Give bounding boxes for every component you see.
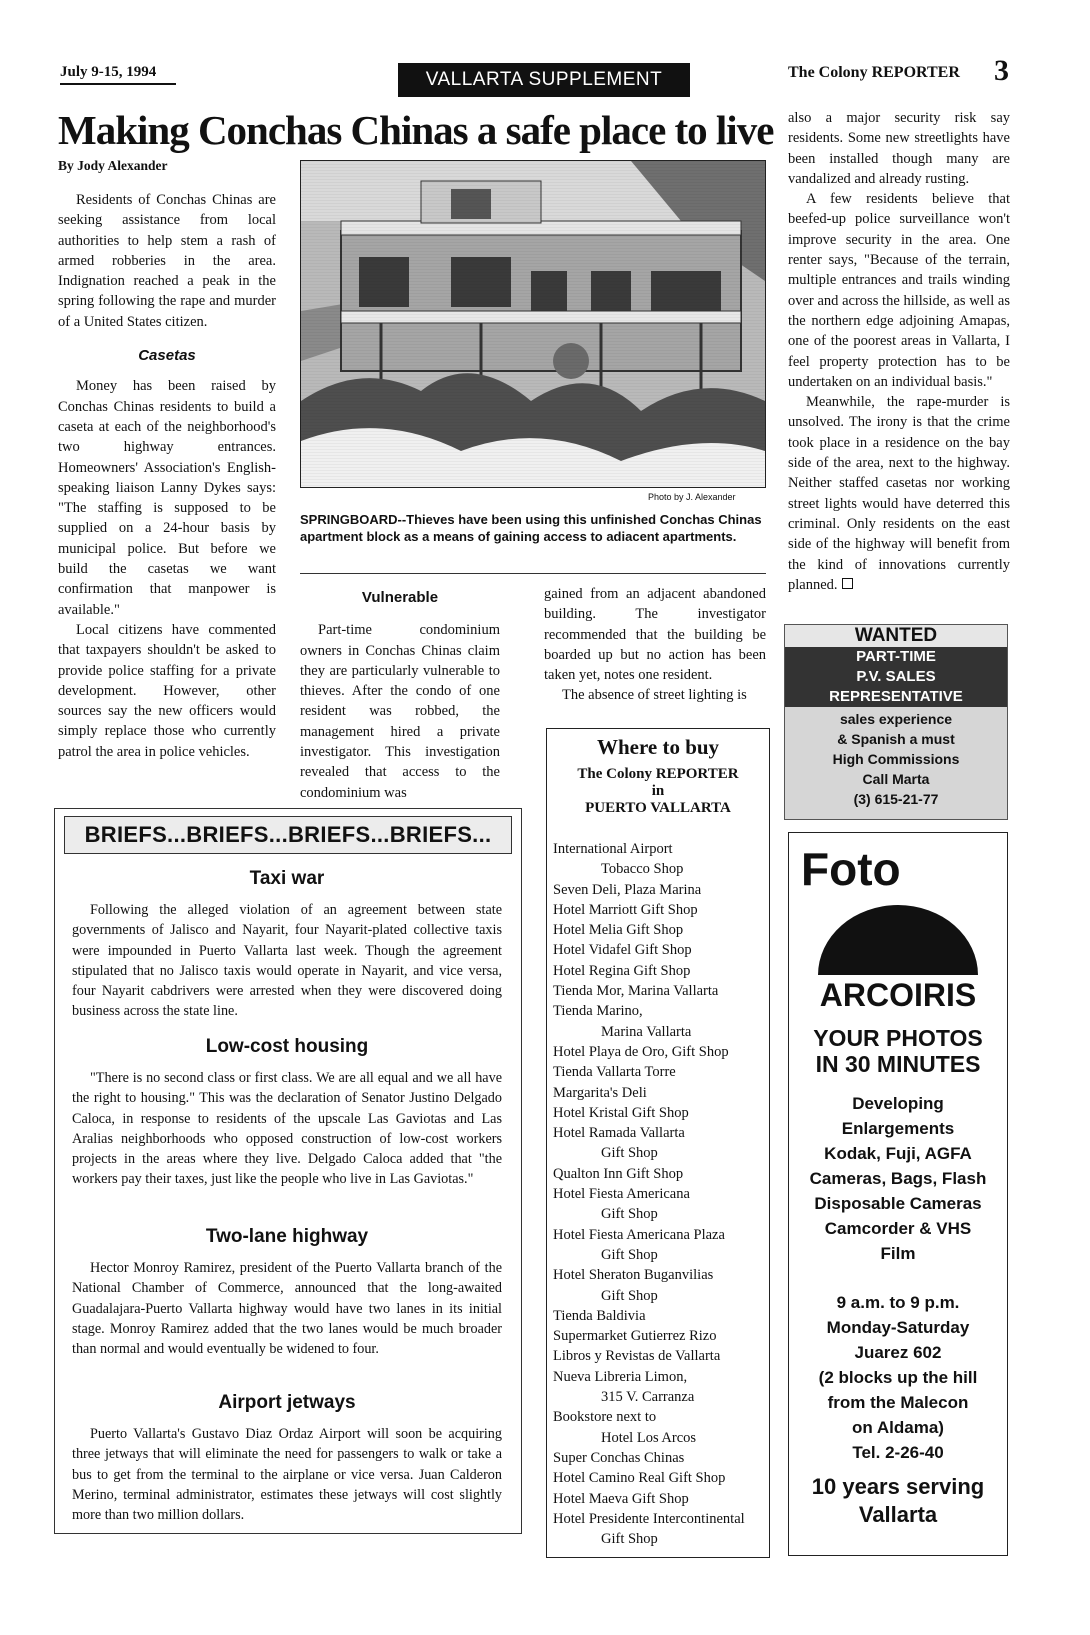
article-column-4	[788, 108, 1010, 595]
list-item: Gift Shop	[601, 1206, 658, 1223]
wanted-ad	[784, 624, 1008, 820]
list-item: Gift Shop	[601, 1287, 658, 1304]
list-item: Tobacco Shop	[601, 861, 684, 878]
article-paragraph-text: Meanwhile, the rape-murder is unsolved. The irony is that the crime took place in a residence on the bay side of the area, next to the highway. Neither staffed casetas nor working street lights would have deterred this criminal. Only residents on the east side of the highway will benefit from the kind of innovations currently planned.	[788, 394, 1010, 593]
ad-service: Kodak, Fuji, AGFA	[824, 1144, 972, 1163]
list-item: International Airport	[553, 841, 673, 857]
list-item: Supermarket Gutierrez Rizo	[553, 1328, 717, 1345]
brief-paragraph: Following the alleged violation of an agreement between state governments of Jalisco and Nayarit, four Nayarit-plated collective taxis were impounded in Puerto Vallarta last week. Though the agreement stipulated that no Jalisco taxis would operate in Nayarit, and vice versa, four Nayarit cabdrivers were arrested when they were discovered doing business across the state line.	[72, 902, 502, 1020]
brief-heading: Low-cost housing	[205, 1036, 369, 1057]
brief-paragraph: "There is no second class or first class. We are all equal and we all have the right to housing." This was the declaration of Senator Justino Delgado Caloca, in response to residents of the upscale Las Gaviotas and Las Aralias neighborhoods who opposed construction of low-cost workers projects in the areas where they live. Delgado Caloca added that "the workers pay their taxes, just like the people who live in Las Gaviotas."	[72, 1070, 502, 1188]
wanted-phone: (3) 615-21-77	[853, 791, 939, 807]
article-intro: Residents of Conchas Chinas are seeking assistance from local authorities to help stem a rash of armed robberies in the area. Indignation reached a peak in the spring following the rape and murder of a United States citizen.	[58, 192, 276, 330]
ad-brand: ARCOIRIS	[819, 977, 977, 1013]
subhead-vulnerable: Vulnerable	[361, 589, 439, 606]
article-column-1	[58, 190, 276, 762]
ad-directions: on Aldama)	[852, 1418, 944, 1437]
list-item: 315 V. Carranza	[601, 1389, 695, 1406]
list-item: Margarita's Deli	[553, 1084, 647, 1101]
issue-date: July 9-15, 1994	[60, 64, 176, 85]
list-item: Hotel Maeva Gift Shop	[553, 1490, 689, 1507]
ad-directions: from the Malecon	[827, 1393, 969, 1412]
wanted-heading: WANTED	[785, 625, 1007, 647]
foto-arcoiris-ad	[788, 832, 1008, 1556]
list-item: Super Conchas Chinas	[553, 1449, 685, 1466]
byline: By Jody Alexander	[58, 158, 168, 173]
headline: Making Conchas Chinas a safe place to live	[58, 107, 774, 153]
brief-text	[72, 1424, 502, 1525]
list-item: Hotel Ramada Vallarta	[553, 1125, 685, 1142]
brief-heading: Taxi war	[249, 868, 325, 889]
list-item: Tienda Baldivia	[553, 1307, 646, 1324]
where-to-buy-title: Where to buy	[596, 735, 720, 759]
ad-title: Foto	[801, 843, 901, 895]
list-item: Hotel Marriott Gift Shop	[553, 901, 698, 918]
paper-name: The Colony REPORTER	[788, 64, 960, 81]
where-to-buy-subtitle: The Colony REPORTER	[577, 766, 739, 782]
article-photo	[300, 160, 766, 488]
list-item: Bookstore next to	[553, 1409, 657, 1426]
brief-paragraph: Puerto Vallarta's Gustavo Diaz Ordaz Airport will soon be acquiring three jetways that will eliminate the need for passengers to walk or take a bus to get from the terminal to the airplane or vice versa. Juan Calderon Merino, terminal administrator, estimates these jetways will cost slightly more than two million dollars.	[72, 1426, 502, 1524]
ad-directions: (2 blocks up the hill	[818, 1368, 978, 1387]
where-to-buy-subtitle: in	[651, 783, 665, 799]
list-item: Hotel Los Arcos	[601, 1429, 697, 1446]
divider	[300, 573, 766, 574]
photo-credit: Photo by J. Alexander	[648, 492, 736, 502]
brief-heading: Airport jetways	[218, 1392, 356, 1413]
rainbow-icon	[813, 901, 983, 975]
article-paragraph: gained from an adjacent abandoned building. The investigator recommended that the building be boarded up but no action has been taken yet, notes one resident.	[544, 586, 766, 684]
list-item: Nueva Libreria Limon,	[553, 1368, 688, 1385]
list-item: Seven Deli, Plaza Marina	[553, 881, 702, 898]
list-item: Hotel Melia Gift Shop	[553, 922, 684, 939]
article-paragraph: Local citizens have commented that taxpayers shouldn't be asked to provide police staffing for a private development. However, other sources say the new officers would simply replace those who currently patrol the area in police vehicles.	[58, 621, 276, 760]
list-item: Marina Vallarta	[601, 1023, 692, 1040]
article-paragraph: Money has been raised by Conchas Chinas residents to build a caseta at each of the neighborhood's two highway entrances. Homeowners' Association's English-speaking liaison Lanny Dykes says: "The staffing is supposed to be supplied on a 24-hour basis by municipal police. But before we build the casetas we want confirmation that manpower is available."	[58, 378, 276, 618]
article-column-3	[544, 584, 766, 706]
list-item: Hotel Presidente Intercontinental	[553, 1510, 745, 1527]
photo-caption: SPRINGBOARD--Thieves have been using this unfinished Conchas Chinas apartment block as a means of gaining access to adiacent apartments.	[300, 512, 762, 544]
list-item: Gift Shop	[601, 1531, 658, 1548]
wanted-line: & Spanish a must	[837, 731, 955, 747]
brief-text	[72, 1068, 502, 1190]
where-to-buy-subtitle: PUERTO VALLARTA	[585, 800, 731, 816]
wanted-line: P.V. SALES	[785, 667, 1007, 687]
list-item: Hotel Regina Gift Shop	[553, 962, 691, 979]
article-paragraph: A few residents believe that beefed-up police surveillance won't improve security in the area. One renter says, "Because of the terrain, multiple entrances and trails winding over and across the hillside, as well as the northern edge adjoining Amapas, one of the poorest areas in Vallarta, I feel property protection has to be undertaken on an individual basis."	[788, 191, 1010, 390]
list-item: Hotel Playa de Oro, Gift Shop	[553, 1043, 729, 1060]
ad-service: Disposable Cameras	[814, 1194, 982, 1213]
ad-service: Enlargements	[841, 1119, 955, 1138]
article-paragraph: Part-time condominium owners in Conchas Chinas claim they are particularly vulnerable to thieves. After the condo of one resident was robbed, the management hired a private investigator. This investigation revealed that access to the condominium was	[300, 622, 500, 801]
brief-heading: Two-lane highway	[205, 1226, 369, 1247]
ad-tagline: IN 30 MINUTES	[815, 1051, 981, 1077]
ad-days: Monday-Saturday	[826, 1318, 970, 1337]
brief-text	[72, 900, 502, 1022]
list-item: Gift Shop	[601, 1145, 658, 1162]
subhead-casetas: Casetas	[138, 347, 196, 365]
brief-paragraph: Hector Monroy Ramirez, president of the Puerto Vallarta branch of the National Chamber of Commerce, announced that the long-awaited Guadalajara-Puerto Vallarta highway would have two lanes in its initial stage. Monroy Ramirez added that the two lanes would be much broader than normal and would eventually be widened to four.	[72, 1260, 502, 1358]
list-item: Libros y Revistas de Vallarta	[553, 1348, 721, 1365]
wanted-line: High Commissions	[832, 751, 960, 767]
article-paragraph: also a major security risk say residents. Some new streetlights have been installed though many are vandalized and already rusting.	[788, 110, 1010, 187]
section-banner: VALLARTA SUPPLEMENT	[398, 63, 690, 97]
page-number: 3	[994, 54, 1009, 87]
ad-years: 10 years serving	[811, 1474, 985, 1499]
ad-address: Juarez 602	[854, 1343, 942, 1362]
list-item: Tienda Marino,	[553, 1003, 643, 1020]
article-column-2	[300, 588, 500, 803]
ad-hours: 9 a.m. to 9 p.m.	[836, 1293, 960, 1312]
where-to-buy-box	[546, 728, 770, 1558]
article-paragraph	[788, 392, 1010, 595]
briefs-banner: BRIEFS...BRIEFS...BRIEFS...BRIEFS...	[64, 816, 512, 854]
list-item: Tienda Vallarta Torre	[553, 1064, 676, 1081]
ad-service: Film	[880, 1244, 916, 1263]
list-item: Gift Shop	[601, 1246, 658, 1263]
list-item: Qualton Inn Gift Shop	[553, 1165, 684, 1182]
list-item: Hotel Vidafel Gift Shop	[553, 942, 692, 959]
list-item: Hotel Fiesta Americana Plaza	[553, 1226, 725, 1243]
ad-tagline: YOUR PHOTOS	[813, 1025, 983, 1051]
brief-text	[72, 1258, 502, 1359]
ad-service: Developing	[852, 1094, 944, 1113]
ad-city: Vallarta	[858, 1502, 938, 1527]
ad-service: Camcorder & VHS	[824, 1219, 972, 1238]
vendor-list	[553, 839, 769, 1549]
building-photo-image	[301, 161, 765, 487]
list-item: Tienda Mor, Marina Vallarta	[553, 983, 719, 1000]
list-item: Hotel Sheraton Buganvilias	[553, 1267, 714, 1284]
wanted-line: sales experience	[839, 711, 953, 727]
wanted-line: REPRESENTATIVE	[785, 687, 1007, 707]
ad-phone: Tel. 2-26-40	[852, 1443, 944, 1462]
ad-service: Cameras, Bags, Flash	[809, 1169, 987, 1188]
article-paragraph: The absence of street lighting is	[562, 687, 747, 704]
wanted-line: PART-TIME	[785, 647, 1007, 667]
wanted-line: Call Marta	[862, 771, 930, 787]
list-item: Hotel Camino Real Gift Shop	[553, 1470, 726, 1487]
list-item: Hotel Fiesta Americana	[553, 1186, 690, 1203]
list-item: Hotel Kristal Gift Shop	[553, 1104, 689, 1121]
end-mark-icon	[842, 578, 853, 589]
